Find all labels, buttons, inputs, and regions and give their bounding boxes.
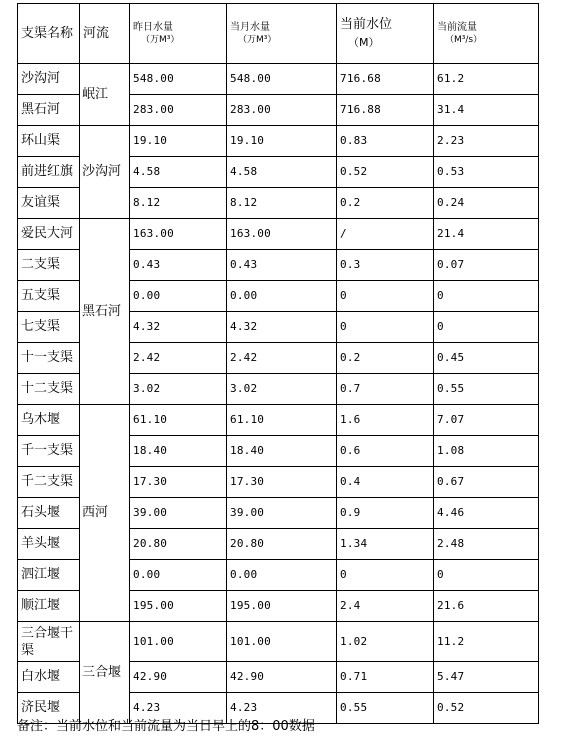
month-volume-cell: 3.02: [227, 374, 337, 405]
month-volume-cell: 61.10: [227, 405, 337, 436]
month-volume-cell: 8.12: [227, 188, 337, 219]
month-volume-cell: 163.00: [227, 219, 337, 250]
branch-name-cell: 黑石河: [18, 95, 80, 126]
yesterday-volume-cell: 19.10: [130, 126, 227, 157]
header-month-unit: （万M³）: [238, 34, 277, 45]
current-level-cell: 0.52: [337, 157, 434, 188]
yesterday-volume-cell: 20.80: [130, 529, 227, 560]
branch-name-cell: 三合堰干渠: [18, 622, 80, 662]
header-yesterday-volume: [130, 4, 227, 64]
yesterday-volume-cell: 101.00: [130, 622, 227, 662]
table-row: [18, 219, 539, 250]
current-level-cell: 1.6: [337, 405, 434, 436]
yesterday-volume-cell: 2.42: [130, 343, 227, 374]
branch-name-cell: 顺江堰: [18, 591, 80, 622]
header-flow-unit: （M³/s）: [445, 34, 483, 45]
current-level-cell: 0.71: [337, 662, 434, 693]
current-level-cell: 0.2: [337, 188, 434, 219]
current-flow-cell: 2.23: [434, 126, 539, 157]
water-data-table: [17, 3, 539, 724]
yesterday-volume-cell: 0.00: [130, 281, 227, 312]
branch-name-cell: 十一支渠: [18, 343, 80, 374]
current-level-cell: 716.68: [337, 64, 434, 95]
header-level-label: 当前水位: [340, 16, 393, 32]
header-river: 河流: [80, 4, 130, 64]
yesterday-volume-cell: 4.58: [130, 157, 227, 188]
yesterday-volume-cell: 0.43: [130, 250, 227, 281]
current-flow-cell: 11.2: [434, 622, 539, 662]
current-flow-cell: 21.4: [434, 219, 539, 250]
month-volume-cell: 17.30: [227, 467, 337, 498]
current-level-cell: 1.02: [337, 622, 434, 662]
month-volume-cell: 42.90: [227, 662, 337, 693]
header-month-label: 当月水量: [230, 21, 270, 33]
branch-name-cell: 友谊渠: [18, 188, 80, 219]
branch-name-cell: 二支渠: [18, 250, 80, 281]
month-volume-cell: 195.00: [227, 591, 337, 622]
current-level-cell: 2.4: [337, 591, 434, 622]
current-level-cell: 1.34: [337, 529, 434, 560]
current-flow-cell: 0.45: [434, 343, 539, 374]
current-flow-cell: 1.08: [434, 436, 539, 467]
header-current-level: [337, 4, 434, 64]
branch-name-cell: 乌木堰: [18, 405, 80, 436]
month-volume-cell: 2.42: [227, 343, 337, 374]
current-level-cell: 0: [337, 560, 434, 591]
month-volume-cell: 0.00: [227, 560, 337, 591]
branch-name-cell: 前进红旗: [18, 157, 80, 188]
current-flow-cell: 31.4: [434, 95, 539, 126]
current-level-cell: /: [337, 219, 434, 250]
month-volume-cell: 283.00: [227, 95, 337, 126]
branch-name-cell: 沙沟河: [18, 64, 80, 95]
yesterday-volume-cell: 4.23: [130, 693, 227, 724]
table-row: [18, 405, 539, 436]
current-flow-cell: 0.53: [434, 157, 539, 188]
month-volume-cell: 0.43: [227, 250, 337, 281]
month-volume-cell: 0.00: [227, 281, 337, 312]
yesterday-volume-cell: 42.90: [130, 662, 227, 693]
current-flow-cell: 0: [434, 560, 539, 591]
month-volume-cell: 548.00: [227, 64, 337, 95]
current-level-cell: 0: [337, 312, 434, 343]
current-level-cell: 0.7: [337, 374, 434, 405]
branch-name-cell: 爱民大河: [18, 219, 80, 250]
header-flow-label: 当前流量: [437, 21, 477, 33]
branch-name-cell: 环山渠: [18, 126, 80, 157]
month-volume-cell: 20.80: [227, 529, 337, 560]
branch-name-cell: 泗江堰: [18, 560, 80, 591]
current-flow-cell: 0.67: [434, 467, 539, 498]
current-level-cell: 0: [337, 281, 434, 312]
header-month-volume: [227, 4, 337, 64]
header-yesterday-label: 昨日水量: [133, 21, 173, 33]
yesterday-volume-cell: 18.40: [130, 436, 227, 467]
current-flow-cell: 2.48: [434, 529, 539, 560]
current-level-cell: 0.2: [337, 343, 434, 374]
yesterday-volume-cell: 39.00: [130, 498, 227, 529]
month-volume-cell: 39.00: [227, 498, 337, 529]
current-flow-cell: 21.6: [434, 591, 539, 622]
current-level-cell: 0.55: [337, 693, 434, 724]
yesterday-volume-cell: 61.10: [130, 405, 227, 436]
yesterday-volume-cell: 548.00: [130, 64, 227, 95]
table-row: [18, 64, 539, 95]
yesterday-volume-cell: 283.00: [130, 95, 227, 126]
branch-name-cell: 五支渠: [18, 281, 80, 312]
branch-name-cell: 石头堰: [18, 498, 80, 529]
current-flow-cell: 61.2: [434, 64, 539, 95]
current-level-cell: 0.6: [337, 436, 434, 467]
branch-name-cell: 十二支渠: [18, 374, 80, 405]
current-level-cell: 0.4: [337, 467, 434, 498]
month-volume-cell: 101.00: [227, 622, 337, 662]
table-row: [18, 622, 539, 662]
river-cell: 三合堰: [80, 622, 130, 724]
branch-name-cell: 白水堰: [18, 662, 80, 693]
river-cell: 岷江: [80, 64, 130, 126]
branch-name-cell: 羊头堰: [18, 529, 80, 560]
branch-name-cell: 千二支渠: [18, 467, 80, 498]
current-flow-cell: 0.24: [434, 188, 539, 219]
yesterday-volume-cell: 3.02: [130, 374, 227, 405]
header-current-flow: [434, 4, 539, 64]
current-flow-cell: 7.07: [434, 405, 539, 436]
current-level-cell: 0.83: [337, 126, 434, 157]
current-level-cell: 0.3: [337, 250, 434, 281]
header-yesterday-unit: （万M³）: [141, 34, 180, 45]
river-cell: 黑石河: [80, 219, 130, 405]
month-volume-cell: 4.32: [227, 312, 337, 343]
month-volume-cell: 4.58: [227, 157, 337, 188]
current-level-cell: 0.9: [337, 498, 434, 529]
header-branch-name: 支渠名称: [18, 4, 80, 64]
yesterday-volume-cell: 163.00: [130, 219, 227, 250]
yesterday-volume-cell: 195.00: [130, 591, 227, 622]
river-cell: 西河: [80, 405, 130, 622]
yesterday-volume-cell: 0.00: [130, 560, 227, 591]
current-flow-cell: 5.47: [434, 662, 539, 693]
branch-name-cell: 七支渠: [18, 312, 80, 343]
current-level-cell: 716.88: [337, 95, 434, 126]
header-row: [18, 4, 539, 64]
yesterday-volume-cell: 4.32: [130, 312, 227, 343]
branch-name-cell: 济民堰: [18, 693, 80, 724]
river-cell: 沙沟河: [80, 126, 130, 219]
current-flow-cell: 0.55: [434, 374, 539, 405]
month-volume-cell: 4.23: [227, 693, 337, 724]
branch-name-cell: 千一支渠: [18, 436, 80, 467]
yesterday-volume-cell: 17.30: [130, 467, 227, 498]
current-flow-cell: 0: [434, 281, 539, 312]
footnote: 备注：当前水位和当前流量为当日早上的8：00数据: [17, 719, 315, 734]
month-volume-cell: 19.10: [227, 126, 337, 157]
month-volume-cell: 18.40: [227, 436, 337, 467]
current-flow-cell: 0: [434, 312, 539, 343]
current-flow-cell: 4.46: [434, 498, 539, 529]
header-level-unit: （M）: [348, 35, 380, 49]
current-flow-cell: 0.07: [434, 250, 539, 281]
table-row: [18, 126, 539, 157]
yesterday-volume-cell: 8.12: [130, 188, 227, 219]
current-flow-cell: 0.52: [434, 693, 539, 724]
